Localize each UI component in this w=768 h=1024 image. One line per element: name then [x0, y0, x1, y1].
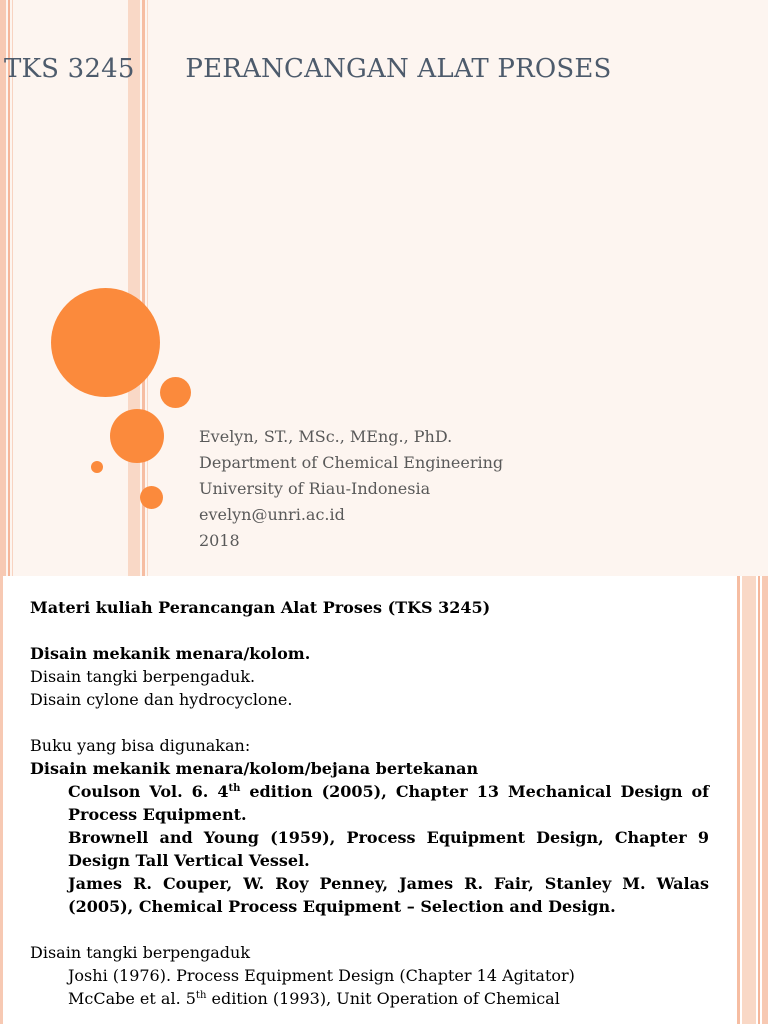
reference-item: McCabe et al. 5th edition (1993), Unit Operation of Chemical	[68, 989, 560, 1008]
decorative-stripe	[12, 0, 13, 576]
course-code: TKS 3245	[4, 54, 135, 84]
author-email[interactable]: evelyn@unri.ac.id	[199, 505, 345, 524]
decorative-stripe	[8, 0, 10, 576]
books-group-heading: Disain tangki berpengaduk	[30, 943, 251, 962]
course-title: PERANCANGAN ALAT PROSES	[185, 54, 612, 84]
books-intro: Buku yang bisa digunakan:	[30, 736, 251, 755]
reference-item: Joshi (1976). Process Equipment Design (Chapter 14 Agitator)	[68, 966, 575, 985]
books-group-heading: Disain mekanik menara/kolom/bejana bertekanan	[30, 759, 479, 778]
topic-item: Disain mekanik menara/kolom.	[30, 644, 311, 663]
decorative-stripe	[737, 576, 740, 1024]
author-university: University of Riau-Indonesia	[199, 479, 431, 498]
decorative-circle	[110, 409, 164, 463]
topic-item: Disain tangki berpengaduk.	[30, 667, 256, 686]
decorative-circle	[91, 461, 103, 473]
author-year: 2018	[199, 531, 240, 550]
author-department: Department of Chemical Engineering	[199, 453, 504, 472]
topic-item: Disain cylone dan hydrocyclone.	[30, 690, 293, 709]
author-block	[199, 424, 503, 554]
slide-content	[30, 596, 709, 1010]
decorative-stripe	[0, 0, 6, 576]
content-slide	[0, 576, 768, 1024]
reference-item: James R. Couper, W. Roy Penney, James R. Fair, Stanley M. Walas (2005), Chemical Process Equipment – Selection and Design.	[68, 874, 709, 916]
decorative-stripe	[128, 0, 140, 576]
reference-item: Brownell and Young (1959), Process Equipment Design, Chapter 9 Design Tall Vertical Vessel.	[68, 828, 709, 870]
slide-title	[4, 54, 768, 84]
decorative-stripe	[762, 576, 768, 1024]
decorative-stripe	[0, 576, 3, 1024]
decorative-circle	[140, 486, 163, 509]
decorative-stripe	[758, 576, 760, 1024]
reference-item: Coulson Vol. 6. 4th edition (2005), Chapter 13 Mechanical Design of Process Equipment.	[68, 782, 709, 824]
content-heading: Materi kuliah Perancangan Alat Proses (TKS 3245)	[30, 598, 491, 617]
author-name: Evelyn, ST., MSc., MEng., PhD.	[199, 427, 453, 446]
decorative-circle	[51, 288, 160, 397]
decorative-stripe	[742, 576, 756, 1024]
decorative-circle	[160, 377, 191, 408]
